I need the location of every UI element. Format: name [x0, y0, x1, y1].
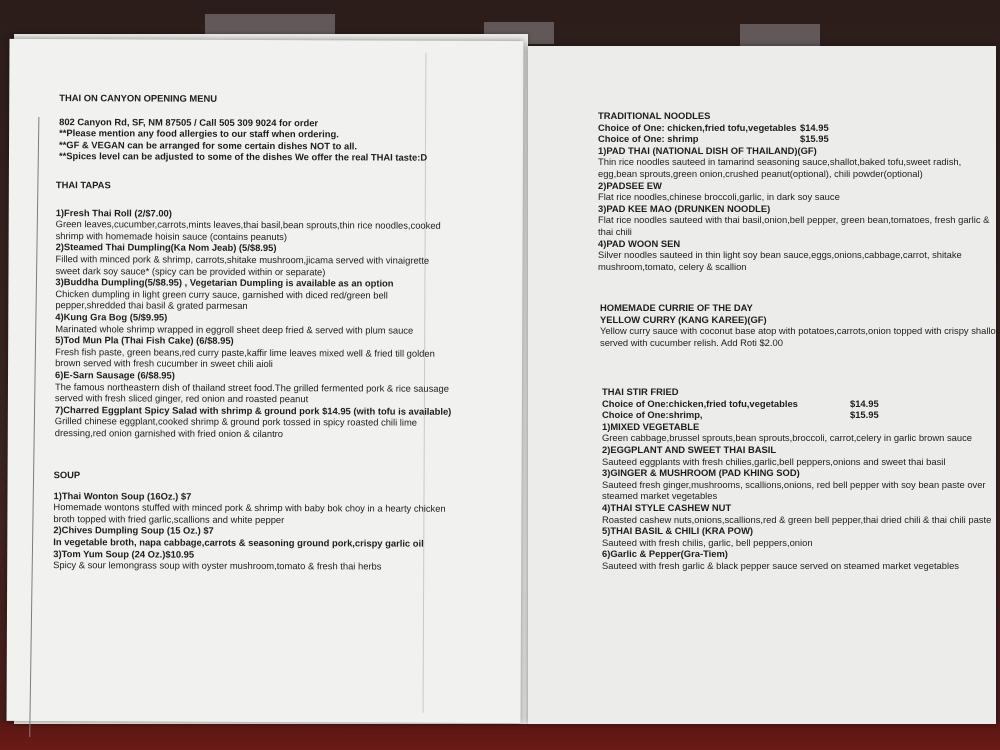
item-desc: Flat rice noodles sauteed with thai basil,onion,bell pepper, green bean,tomatoes, fresh garlic & [598, 214, 990, 226]
item-desc: egg,bean sprouts,green onion,crushed peanut(optional), chili powder(optional) [598, 167, 923, 179]
header-block [59, 92, 427, 164]
item-desc: Green cabbage,brussel sprouts,bean sprouts,broccoli, carrot,celery in garlic brown sauce [602, 432, 972, 444]
item-desc: mushroom,tomato, celery & scallion [598, 260, 747, 272]
item-name: 3)Buddha Dumpling(5/$8.95) , Vegetarian Dumpling is available as an option [55, 276, 394, 289]
section-thai-stir-fried [602, 386, 991, 572]
section-heading: THAI STIR FRIED [602, 386, 679, 397]
section-thai-tapas [55, 179, 453, 440]
item-desc: brown served with fresh cucumber in sweet chili aioli [55, 357, 273, 370]
item-name: 3)Tom Yum Soup (24 Oz.)$10.95 [53, 547, 195, 560]
item-desc: shrimp with homemade hoisin sauce (contains peanuts) [55, 229, 288, 242]
item-desc: Homemade wontons stuffed with minced pork & shrimp with baby bok choy in a hearty chicken [53, 501, 446, 514]
item-desc: Chicken dumpling in light green curry sauce, garnished with diced red/green bell [55, 287, 388, 301]
item-name: 2)PADSEE EW [598, 179, 662, 191]
item-name: 6)E-Sarn Sausage (6/$8.95) [55, 368, 175, 381]
item-name: 6)Garlic & Pepper(Gra-Tiem) [602, 548, 728, 560]
item-name: YELLOW CURRY (KANG KAREE)(GF) [600, 313, 767, 325]
item-name: 3)GINGER & MUSHROOM (PAD KHING SOD) [602, 467, 800, 479]
item-desc: Sauteed eggplants with fresh chilies,garlic,bell peppers,onions and sweet thai basil [602, 455, 946, 467]
menu-page-left [7, 39, 524, 723]
item-desc: Sauteed with fresh chilis, garlic, bell peppers,onion [602, 536, 813, 548]
choice-price: $15.95 [850, 409, 879, 421]
item-name: 2)EGGPLANT AND SWEET THAI BASIL [602, 443, 777, 455]
item-desc: broth topped with fried garlic,scallions and white pepper [53, 512, 285, 525]
menu-page-right [528, 46, 999, 724]
item-name: 1)Fresh Thai Roll (2/$7.00) [55, 206, 172, 219]
section-heading: THAI TAPAS [55, 179, 111, 191]
item-desc: In vegetable broth, napa cabbage,carrots & seasoning ground pork,crispy garlic oil [53, 536, 424, 549]
item-desc: served with fresh sliced ginger, red onion and roasted peanut [54, 392, 309, 405]
choice-label: Choice of One:shrimp, [602, 409, 703, 421]
item-desc: dressing,red onion garnished with fried onion & cilantro [54, 426, 284, 439]
note-line: **Spices level can be adjusted to some of the dishes We offer the real THAI taste:D [58, 150, 428, 164]
item-name: 5)Tod Mun Pla (Thai Fish Cake) (6/$8.95) [55, 334, 234, 346]
choice-label: Choice of One:chicken,fried tofu,vegetables [602, 397, 798, 409]
section-heading: SOUP [53, 469, 81, 481]
menu-title: THAI ON CANYON OPENING MENU [59, 92, 218, 104]
item-desc: Roasted cashew nuts,onions,scallions,red & green bell pepper,thai dried chili & thai chili paste [602, 513, 992, 525]
item-desc: Flat rice noodles,chinese broccoli,garlic, in dark soy sauce [598, 191, 840, 203]
choice-row [602, 398, 991, 410]
item-desc: pepper,shredded thai basil & grated parmesan [55, 299, 248, 312]
choice-label: Choice of One: shrimp [598, 133, 699, 145]
section-soup [53, 469, 446, 572]
item-name: 1)MIXED VEGETABLE [602, 420, 700, 432]
item-name: 2)Steamed Thai Dumpling(Ka Nom Jeab) (5/$8.95) [55, 241, 277, 254]
item-desc: Marinated whole shrimp wrapped in eggroll sheet deep fried & served with plum sauce [55, 322, 414, 336]
note-line: **GF & VEGAN can be arranged for some certain dishes NOT to all. [59, 138, 358, 152]
item-desc: Filled with minced pork & shrimp, carrots,shitake mushroom,jicama served with vinaigrette [55, 253, 430, 266]
choice-label: Choice of One: chicken,fried tofu,vegetables [598, 121, 797, 133]
item-desc: The famous northeastern dish of thailand street food.The grilled fermented pork & rice sausage [54, 380, 449, 394]
item-desc: Grilled chinese eggplant,cooked shrimp & ground pork tossed in spicy roasted chili lime [54, 415, 418, 428]
item-desc: Fresh fish paste, green beans,red curry paste,kaffir lime leaves mixed well & fried till golden [55, 345, 435, 359]
item-desc: Sauteed with fresh garlic & black pepper sauce served on steamed market vegetables [602, 559, 959, 571]
item-desc: Silver noodles sauteed in thin light soy bean sauce,eggs,onions,cabbage,carrot, shitake [598, 249, 962, 261]
choice-price: $14.95 [850, 397, 879, 409]
item-name: 4)PAD WOON SEN [598, 237, 681, 249]
item-name: 2)Chives Dumpling Soup (15 Oz.) $7 [53, 524, 214, 537]
item-desc: Sauteed fresh ginger,mushrooms, scallions,onions, red bell pepper with soy bean paste over [602, 478, 986, 490]
item-name: 5)THAI BASIL & CHILI (KRA POW) [602, 525, 754, 537]
pen-mark [29, 117, 39, 737]
item-name: 1)Thai Wonton Soup (16Oz.) $7 [53, 489, 192, 502]
item-desc: thai chili [598, 225, 632, 237]
choice-price: $14.95 [800, 121, 829, 133]
item-desc: Yellow curry sauce with coconut base atop with potatoes,carrots,onion topped with crispy shallot [600, 325, 999, 337]
item-name: 7)Charred Eggplant Spicy Salad with shrimp & ground pork $14.95 (with tofu is available) [54, 403, 452, 417]
address-line: 802 Canyon Rd, SF, NM 87505 / Call 505 309 9024 for order [59, 115, 319, 128]
section-traditional-noodles [598, 110, 989, 272]
choice-row [602, 409, 991, 421]
item-desc: Green leaves,cucumber,carrots,mints leaves,thai basil,bean sprouts,thin rice noodles,cooked [55, 218, 441, 231]
note-line: **Please mention any food allergies to our staff when ordering. [59, 127, 339, 140]
choice-row [598, 122, 989, 134]
section-curry [600, 302, 998, 348]
item-desc: Thin rice noodles sauteed in tamarind seasoning sauce,shallot,baked tofu,sweet radish, [598, 156, 962, 168]
item-name: 3)PAD KEE MAO (DRUNKEN NOODLE) [598, 202, 771, 214]
section-heading: TRADITIONAL NOODLES [598, 110, 711, 121]
choice-row [598, 133, 989, 145]
item-desc: sweet dark soy sauce* (spicy can be provided within or separate) [55, 264, 326, 277]
item-desc: steamed market vegetables [602, 490, 718, 502]
item-name: 4)THAI STYLE CASHEW NUT [602, 501, 732, 513]
tape-strip [205, 14, 335, 36]
item-name: 1)PAD THAI (NATIONAL DISH OF THAILAND)(GF) [598, 144, 817, 156]
item-desc: Spicy & sour lemongrass soup with oyster mushroom,tomato & fresh thai herbs [53, 559, 382, 572]
item-desc: served with cucumber relish. Add Roti $2.00 [600, 336, 783, 348]
choice-price: $15.95 [800, 133, 829, 145]
section-heading: HOMEMADE CURRIE OF THE DAY [600, 302, 753, 313]
table-edge [0, 722, 1000, 750]
item-name: 4)Kung Gra Bog (5/$9.95) [55, 311, 168, 323]
tape-strip [740, 24, 820, 46]
